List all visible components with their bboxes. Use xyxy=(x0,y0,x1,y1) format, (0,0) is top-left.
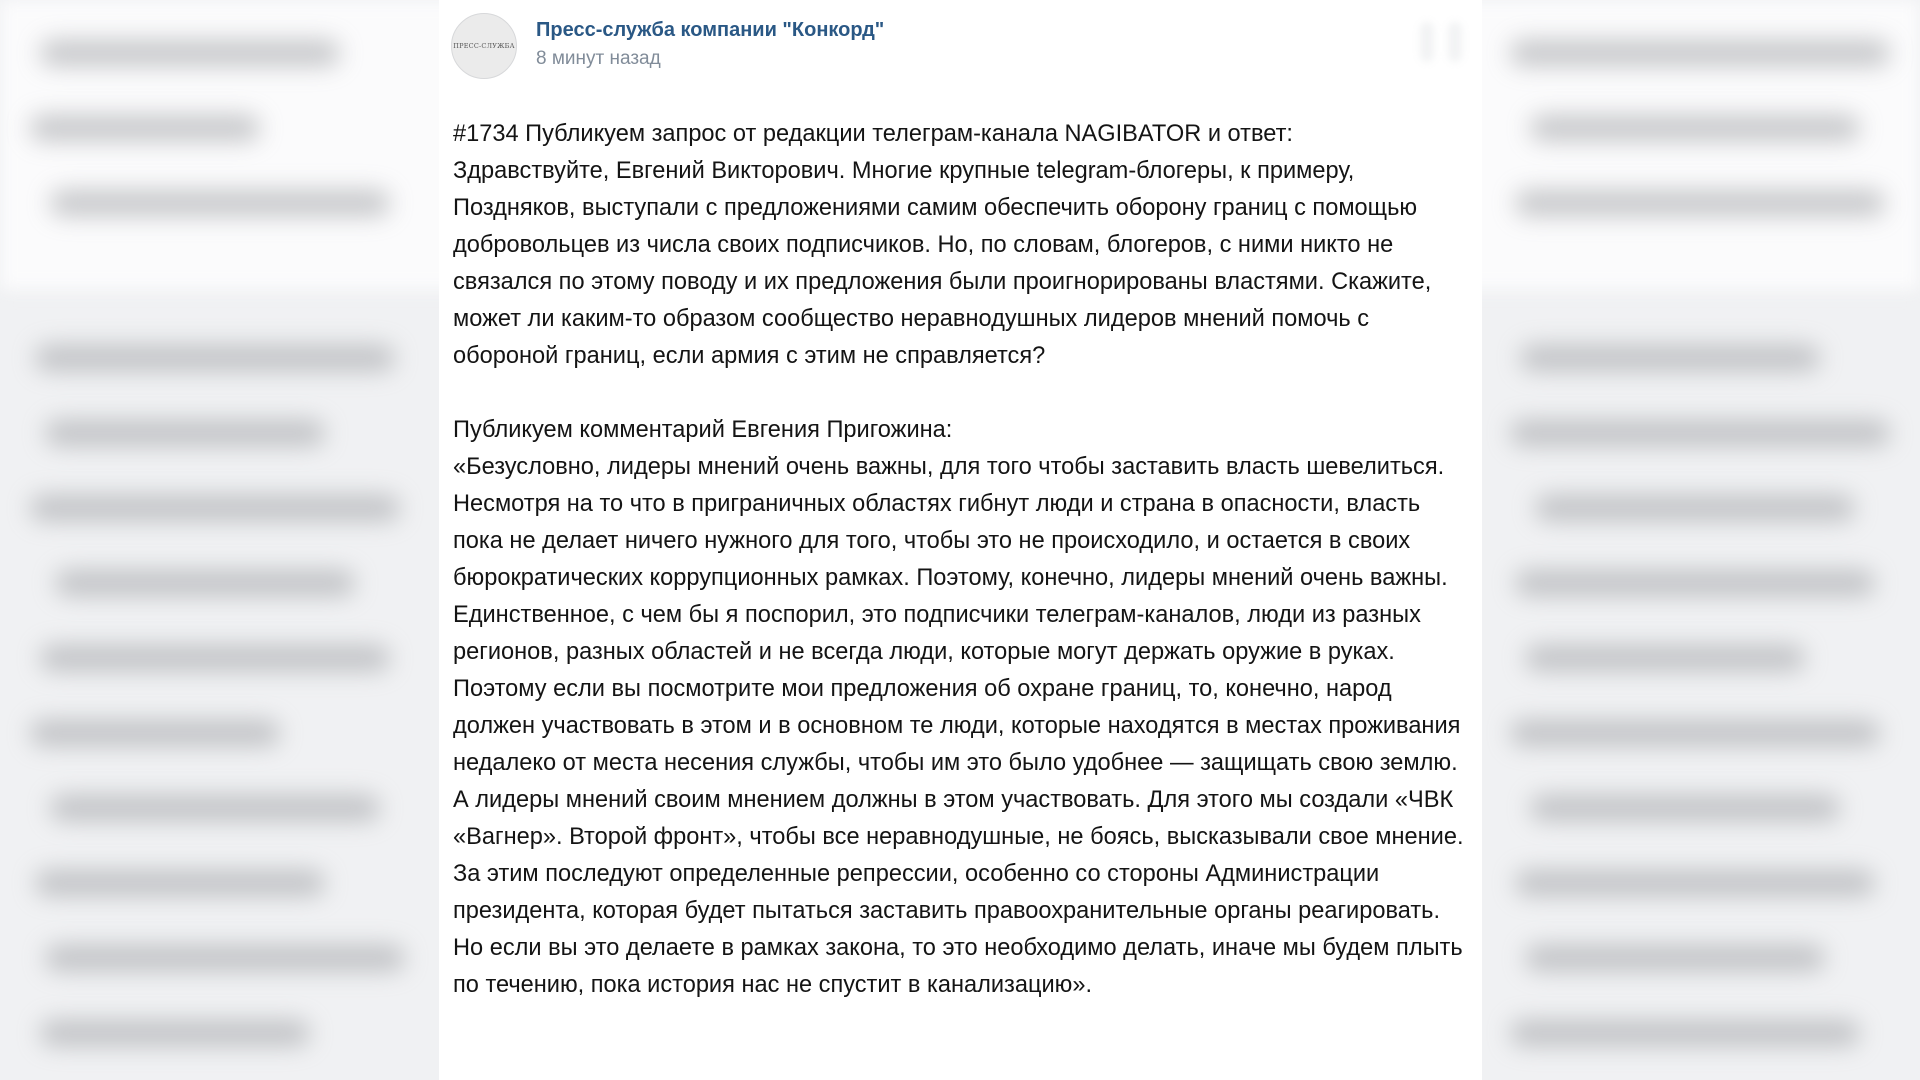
blurred-line xyxy=(1535,495,1855,521)
blurred-line xyxy=(1525,945,1825,971)
blurred-line xyxy=(1530,795,1840,821)
paragraph-gap xyxy=(453,375,1468,412)
author-link[interactable]: Пресс-служба компании "Конкорд" xyxy=(536,19,885,41)
blurred-line xyxy=(1525,645,1805,671)
post-paragraph: Публикуем комментарий Евгения Пригожина: xyxy=(453,417,953,443)
blurred-line xyxy=(50,795,380,821)
post-actions xyxy=(1420,22,1462,62)
blurred-line xyxy=(1515,190,1885,216)
blurred-line xyxy=(45,945,405,971)
blurred-line xyxy=(50,190,390,216)
blurred-line xyxy=(40,1020,310,1046)
post-time[interactable]: 8 минут назад xyxy=(536,48,661,69)
post-card xyxy=(439,0,1482,1080)
post-paragraph: «Безусловно, лидеры мнений очень важны, для того чтобы заставить власть шевелиться. Несмотря на то что в приграничных областях гибнут люди и страна в опасности, власть пока не делает ничего нужного для того, чтобы это не происходило, и остается в своих бюрократических коррупционных рамках. Поэтому, конечно, лидеры мнений очень важны. Единственное, с чем бы я поспорил, это подписчики телеграм-каналов, люди из разных регионов, разных областей и не всегда люди, которые могут держать оружие в руках. Поэтому если вы посмотрите мои предложения об охране границ, то, конечно, народ должен участвовать в этом и в основном те люди, которые находятся в местах проживания недалеко от места несения службы, чтобы им это было удобнее — защищать свою землю. А лидеры мнений своим мнением должны в этом участвовать. Для этого мы создали «ЧВК «Вагнер». Второй фронт», чтобы все неравнодушные, не боясь, высказывали свое мнение. За этим последуют определенные репрессии, особенно со стороны Администрации президента, которая будет пытаться заставить правоохранительные органы реагировать. Но если вы это делаете в рамках закона, то это необходимо делать, иначе мы будем плыть по течению, пока история нас не спустит в канализацию». xyxy=(453,454,1464,998)
blurred-line xyxy=(40,645,390,671)
blurred-line xyxy=(1510,1020,1860,1046)
blurred-line xyxy=(30,495,400,521)
avatar[interactable] xyxy=(451,13,517,79)
blurred-line xyxy=(35,870,325,896)
blurred-line xyxy=(1510,720,1880,746)
blurred-line xyxy=(45,420,325,446)
blurred-line xyxy=(35,345,395,371)
blurred-line xyxy=(1520,345,1820,371)
blurred-line xyxy=(55,570,355,596)
post-paragraph: #1734 Публикуем запрос от редакции телеграм-канала NAGIBATOR и ответ: xyxy=(453,121,1293,147)
blurred-line xyxy=(1510,40,1890,66)
blurred-line xyxy=(1515,570,1875,596)
post-text xyxy=(453,116,1468,1004)
blurred-line xyxy=(1510,420,1890,446)
blurred-line xyxy=(30,720,280,746)
more-icon[interactable] xyxy=(1420,22,1434,62)
blurred-line xyxy=(1530,115,1860,141)
blurred-line xyxy=(30,115,260,141)
blurred-line xyxy=(40,40,340,66)
post-header xyxy=(451,13,884,79)
avatar-label: ПРЕСС-СЛУЖБА xyxy=(453,42,515,50)
post-header-text xyxy=(536,16,884,73)
post-paragraph: Здравствуйте, Евгений Викторович. Многие крупные telegram-блогеры, к примеру, Поздняков, выступали с предложениями самим обеспечить оборону границ с помощью добровольцев из числа своих подписчиков. Но, по словам, блогеров, с ними никто не связался по этому поводу и их предложения были проигнорированы властями. Скажите, может ли каким-то образом сообщество неравнодушных лидеров мнений помочь с обороной границ, если армия с этим не справляется? xyxy=(453,158,1432,369)
bookmark-icon[interactable] xyxy=(1448,22,1462,62)
blurred-line xyxy=(1515,870,1875,896)
